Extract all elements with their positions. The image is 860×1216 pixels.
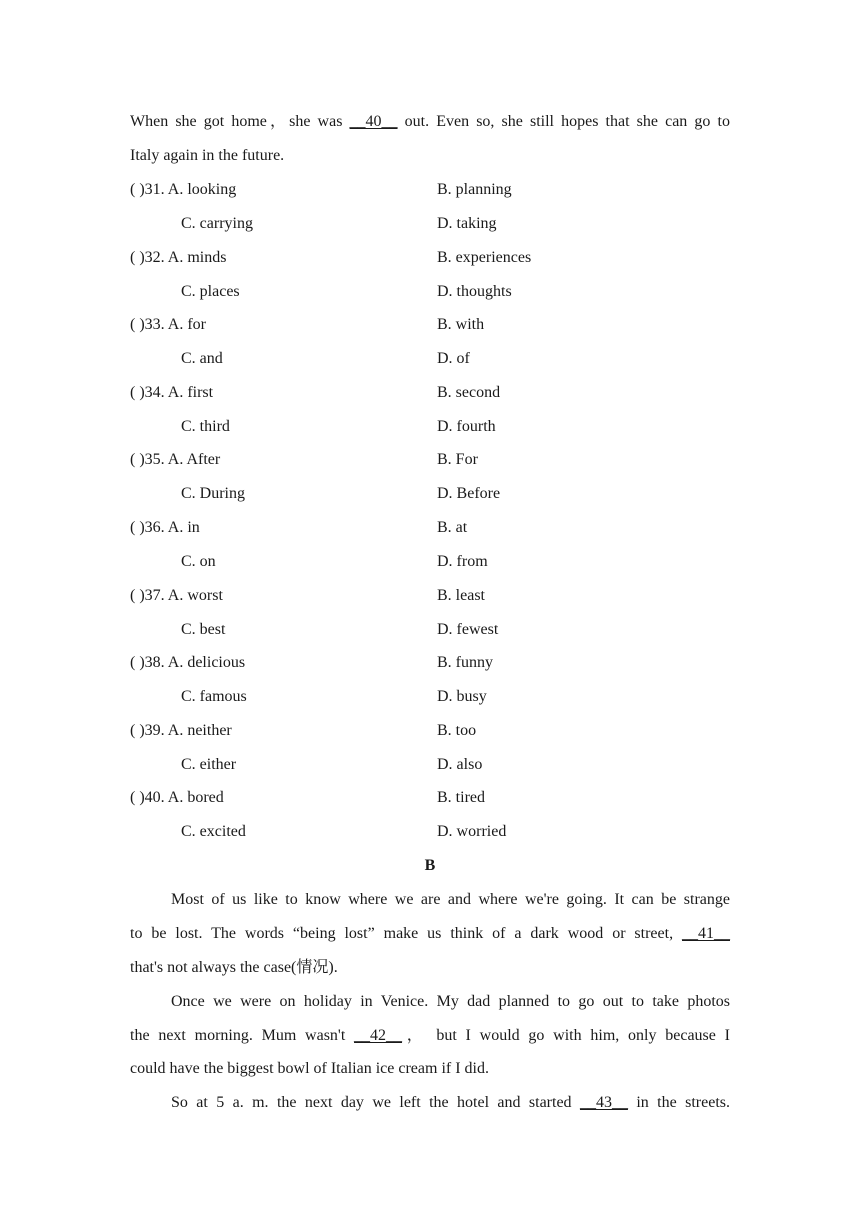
question-number: ( )36. A. in (130, 519, 200, 536)
option-c: C. carrying (181, 215, 253, 232)
option-d: D. busy (437, 688, 487, 705)
option-d: D. fourth (437, 418, 496, 435)
option-b: B. at (437, 519, 468, 536)
option-d: D. thoughts (437, 283, 512, 300)
paragraph-line: could have the biggest bowl of Italian ice cream if I did. (130, 1060, 489, 1077)
option-b: B. experiences (437, 249, 532, 266)
option-c: C. either (181, 756, 237, 773)
question-number: ( )32. A. minds (130, 249, 227, 266)
blank-40: __40__ (349, 113, 398, 130)
question-number: ( )31. A. looking (130, 181, 237, 198)
option-b: B. For (437, 451, 478, 468)
option-d: D. taking (437, 215, 497, 232)
option-b: B. funny (437, 654, 493, 671)
paragraph-text: in the streets. (627, 1094, 730, 1111)
question-number: ( )35. A. After (130, 451, 221, 468)
question-number: ( )40. A. bored (130, 789, 224, 806)
paragraph-text: ， but I would go with him, only because I (402, 1027, 730, 1044)
intro-text: When she got home，she was (130, 113, 350, 130)
paragraph-line: Most of us like to know where we are and where we're going. It can be strange (171, 891, 730, 908)
intro-line-2: Italy again in the future. (130, 147, 285, 164)
option-c: C. best (181, 621, 226, 638)
option-b: B. second (437, 384, 501, 401)
option-c: C. on (181, 553, 216, 570)
question-number: ( )37. A. worst (130, 587, 223, 604)
option-b: B. tired (437, 789, 485, 806)
paragraph-line (171, 1093, 730, 1113)
paragraph-text: the next morning. Mum wasn't (130, 1027, 355, 1044)
option-b: B. too (437, 722, 477, 739)
intro-line-1 (130, 112, 730, 132)
question-number: ( )33. A. for (130, 316, 206, 333)
question-number: ( )34. A. first (130, 384, 214, 401)
option-d: D. fewest (437, 621, 499, 638)
blank-41: __41__ (682, 925, 730, 942)
option-c: C. famous (181, 688, 247, 705)
option-c: C. third (181, 418, 230, 435)
option-d: D. Before (437, 485, 501, 502)
paragraph-text: So at 5 a. m. the next day we left the hotel and started (171, 1094, 580, 1111)
question-number: ( )38. A. delicious (130, 654, 246, 671)
option-b: B. with (437, 316, 485, 333)
question-number: ( )39. A. neither (130, 722, 232, 739)
option-c: C. and (181, 350, 223, 367)
option-d: D. from (437, 553, 488, 570)
intro-text: out. Even so, she still hopes that she can go to (397, 113, 730, 130)
option-b: B. least (437, 587, 485, 604)
option-d: D. also (437, 756, 483, 773)
paragraph-text: to be lost. The words “being lost” make us think of a dark wood or street, (130, 925, 682, 942)
paragraph-line (130, 1026, 730, 1046)
section-heading: B (424, 857, 436, 874)
option-b: B. planning (437, 181, 512, 198)
paragraph-line: Once we were on holiday in Venice. My dad planned to go out to take photos (171, 993, 730, 1010)
option-c: C. excited (181, 823, 246, 840)
option-d: D. worried (437, 823, 507, 840)
paragraph-line: that's not always the case(情况). (130, 959, 338, 976)
blank-43: __43__ (579, 1094, 628, 1111)
option-c: C. During (181, 485, 245, 502)
blank-42: __42__ (354, 1027, 403, 1044)
paragraph-line (130, 924, 730, 944)
option-c: C. places (181, 283, 240, 300)
option-d: D. of (437, 350, 470, 367)
